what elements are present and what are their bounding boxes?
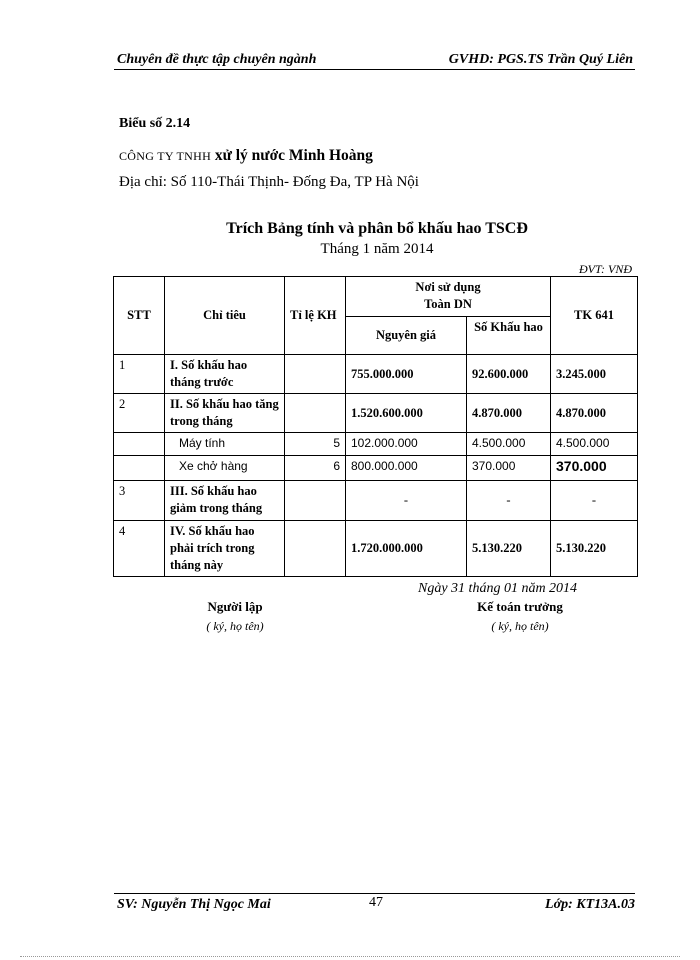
- row-tk641: 3.245.000: [551, 355, 638, 394]
- row-depreciation: -: [467, 481, 551, 521]
- header-so-khau-hao: Số Khấu hao: [467, 317, 551, 355]
- page-edge: [20, 956, 680, 957]
- row-stt: [114, 456, 165, 481]
- row-label: I. Số khấu hao tháng trước: [165, 355, 285, 394]
- header-stt: STT: [114, 277, 165, 355]
- header-noi-su-dung: [346, 277, 551, 317]
- page-number: 47: [369, 895, 383, 910]
- company-line: [119, 147, 373, 165]
- row-tk641: 4.870.000: [551, 394, 638, 433]
- row-depreciation: 92.600.000: [467, 355, 551, 394]
- header-left: Chuyên đề thực tập chuyên ngành: [117, 52, 317, 67]
- row-cost: -: [346, 481, 467, 521]
- accountant-note: ( ký, họ tên): [491, 619, 549, 633]
- table-row: [114, 394, 638, 433]
- header-divider: [114, 69, 635, 70]
- table-row: [114, 521, 638, 577]
- company-address: Địa chỉ: Số 110-Thái Thịnh- Đống Đa, TP Hà Nội: [119, 174, 419, 190]
- row-rate: [285, 394, 346, 433]
- row-depreciation: 370.000: [467, 456, 551, 481]
- page-title: Trích Bảng tính và phân bổ khấu hao TSCĐ: [226, 220, 528, 237]
- row-tk641: 4.500.000: [551, 433, 638, 456]
- row-depreciation: 4.870.000: [467, 394, 551, 433]
- header-toan-dn: Toàn DN: [424, 297, 472, 311]
- footer-student: SV: Nguyễn Thị Ngọc Mai: [117, 897, 271, 912]
- company-name: xử lý nước Minh Hoàng: [214, 147, 373, 164]
- row-rate: 5: [285, 433, 346, 456]
- preparer-label: Người lập: [207, 599, 263, 614]
- row-stt: 2: [114, 394, 165, 433]
- row-depreciation: 4.500.000: [467, 433, 551, 456]
- row-tk641: 5.130.220: [551, 521, 638, 577]
- preparer-note: ( ký, họ tên): [206, 619, 264, 633]
- row-cost: 1.520.600.000: [346, 394, 467, 433]
- row-cost: 1.720.000.000: [346, 521, 467, 577]
- table-row: [114, 481, 638, 521]
- header-ti-le: Tỉ lệ KH: [285, 277, 346, 355]
- header-nguyen-gia: Nguyên giá: [346, 317, 467, 355]
- row-depreciation: 5.130.220: [467, 521, 551, 577]
- table-row: [114, 355, 638, 394]
- header-right: GVHD: PGS.TS Trần Quý Liên: [448, 52, 633, 67]
- row-rate: 6: [285, 456, 346, 481]
- row-rate: [285, 521, 346, 577]
- row-label: Máy tính: [165, 433, 285, 456]
- row-stt: 4: [114, 521, 165, 577]
- row-rate: [285, 481, 346, 521]
- row-tk641: 370.000: [551, 456, 638, 481]
- row-label: Xe chở hàng: [165, 456, 285, 481]
- header-chi-tieu: Chỉ tiêu: [165, 277, 285, 355]
- accountant-label: Kế toán trưởng: [477, 599, 563, 614]
- row-label: II. Số khấu hao tăng trong tháng: [165, 394, 285, 433]
- table-row: [114, 456, 638, 481]
- footer-divider: [114, 893, 635, 894]
- company-prefix: CÔNG TY TNHH: [119, 149, 212, 163]
- page-subtitle: Tháng 1 năm 2014: [320, 241, 434, 257]
- depreciation-table: [113, 276, 638, 577]
- table-header-row: [114, 277, 638, 317]
- row-cost: 102.000.000: [346, 433, 467, 456]
- header-tk641: TK 641: [551, 277, 638, 355]
- row-stt: [114, 433, 165, 456]
- table-row: [114, 433, 638, 456]
- row-cost: 755.000.000: [346, 355, 467, 394]
- header-noi-su-dung-label: Nơi sử dụng: [415, 280, 481, 294]
- row-stt: 3: [114, 481, 165, 521]
- row-label: IV. Số khấu hao phải trích trong tháng này: [165, 521, 285, 577]
- row-cost: 800.000.000: [346, 456, 467, 481]
- row-stt: 1: [114, 355, 165, 394]
- row-tk641: -: [551, 481, 638, 521]
- form-code: Biểu số 2.14: [119, 116, 191, 131]
- footer-class: Lớp: KT13A.03: [545, 897, 635, 912]
- row-rate: [285, 355, 346, 394]
- row-label: III. Số khấu hao giảm trong tháng: [165, 481, 285, 521]
- date-line: Ngày 31 tháng 01 năm 2014: [418, 581, 578, 596]
- unit-label: ĐVT: VNĐ: [578, 262, 632, 276]
